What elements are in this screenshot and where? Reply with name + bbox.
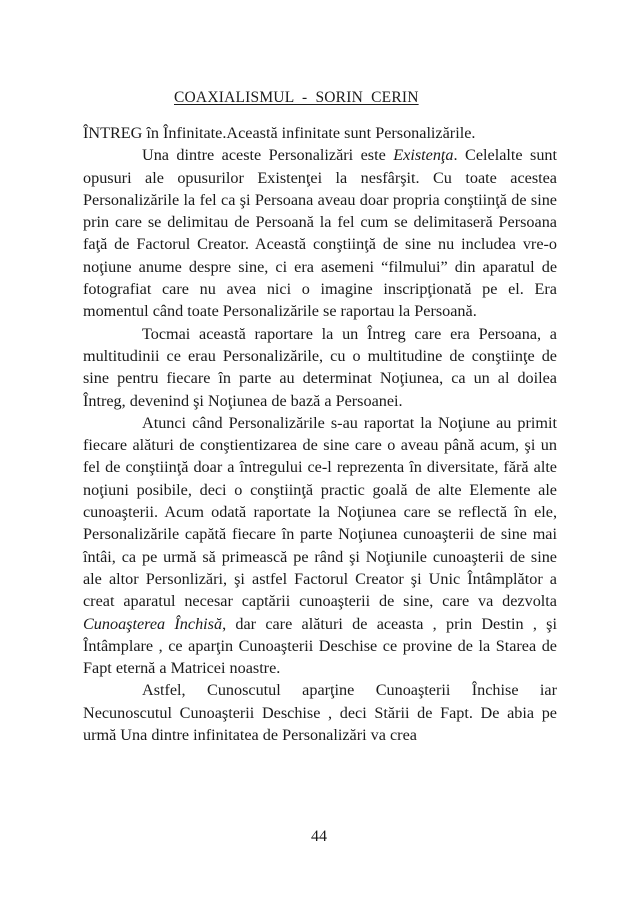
text-run: Astfel, Cunoscutul aparţine Cunoaşterii Închise iar Necunoscutul Cunoaşterii Deschise , deci Stării de Fapt. De abia pe urmă Una dintre infinitatea de Personalizări va crea: [83, 681, 557, 745]
text-run: Una dintre aceste Personalizări este: [142, 146, 394, 165]
italic-term: Existenţa: [393, 146, 454, 165]
paragraph: [83, 122, 557, 144]
text-run: Atunci când Personalizările s-au raportat la Noţiune au primit fiecare alături de conştientizarea de sine care o aveau până acum, şi un fel de conştiinţă doar a întregului ce-l reprezenta în diversitate, fără alte noţiuni posibile, deci o conştiinţă practic goală de alte Elemente ale cunoaşterii. Acum odată raportate la Noţiunea care se reflectă în ele, Personalizările capătă fiecare în parte Noţiunea cunoaşterii de sine mai întâi, ca pe urmă să primească pe rând şi Noţiunile cunoaşterii de sine ale altor Personlizări, şi astfel Factorul Creator şi Unic Întâmplător a creat aparatul necesar captării cunoaşterii de sine, care va dezvolta: [83, 413, 557, 611]
header-title: COAXIALISMUL - SORIN CERIN: [174, 89, 419, 106]
text-run: Tocmai această raportare la un Întreg care era Persoana, a multitudinii ce erau Personalizările, cu o multitudine de conştiinţe de sine pentru fiecare în parte au determinat Noţiunea, ca un al doilea Întreg, devenind şi Noţiunea de bază a Persoanei.: [83, 324, 557, 410]
paragraph: [83, 679, 557, 746]
body-text: [83, 122, 557, 746]
paragraph: [83, 144, 557, 322]
text-run: . Celelalte sunt opusuri ale opusurilor Existenţei la nesfârşit. Cu toate acestea Personalizările la fel ca şi Persoana aveau doar propria conştiinţă de sine prin care se delimitau de Persoană la fel cum se delimitaseră Persoana faţă de Factorul Creator. Această conştiinţă de sine nu includea vre-o noţiune anume despre sine, ci era asemeni “filmului” din aparatul de fotografiat care nu avea nici o imagine inscripţionată pe el. Era momentul când toate Personalizările se raportau la Persoană.: [83, 146, 558, 321]
paragraph: [83, 412, 557, 680]
paragraph: [83, 323, 557, 412]
text-run: , dar care alături de aceasta , prin Destin , şi Întâmplare , ce aparţin Cunoaşterii Deschise ce provine de la Starea de Fapt eternă a Matricei noastre.: [83, 614, 557, 678]
italic-term: Cunoaşterea Închisă: [83, 614, 223, 633]
page-number: 44: [311, 828, 327, 845]
text-run: ÎNTREG în Înfinitate.Această infinitate sunt Personalizările.: [83, 124, 476, 142]
